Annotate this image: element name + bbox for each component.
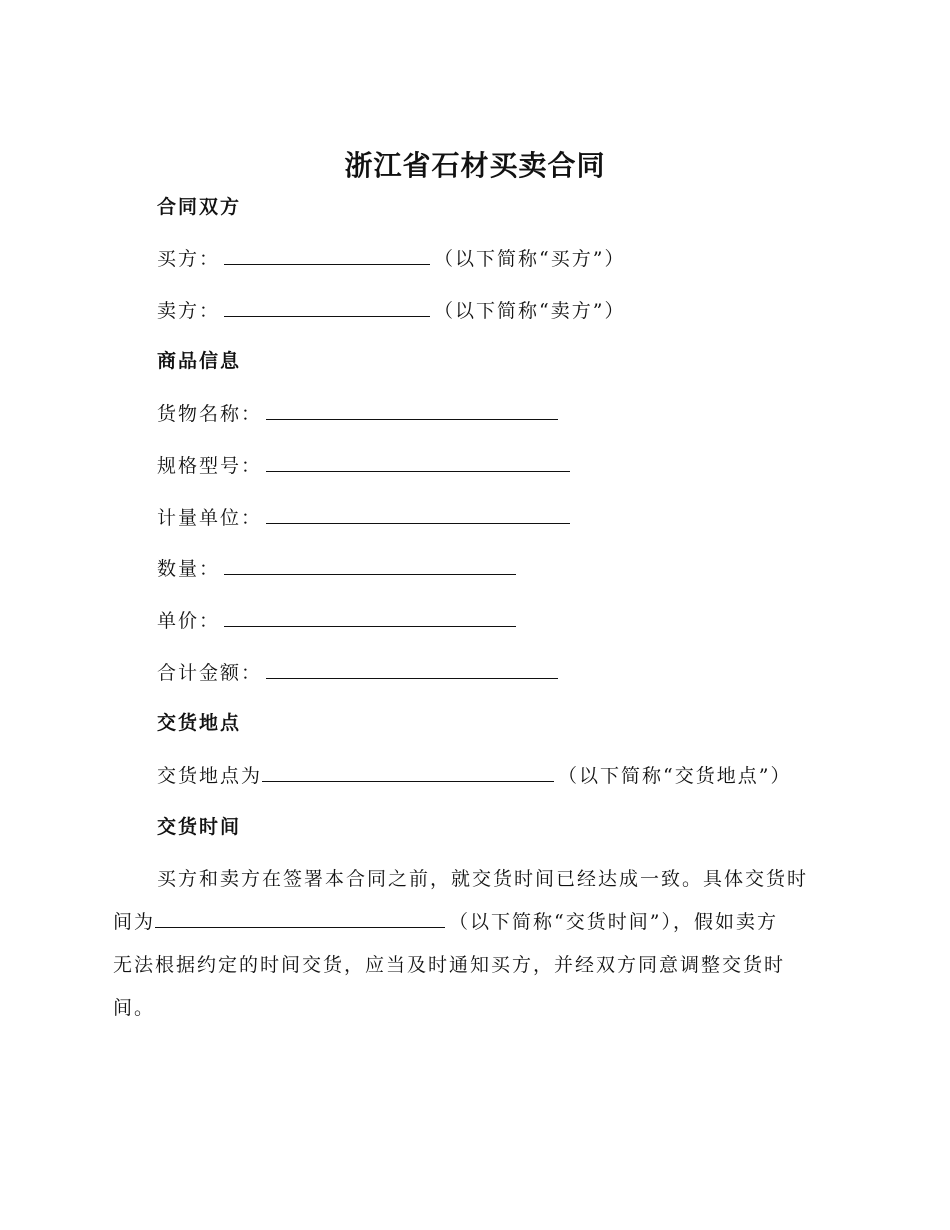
seller-label: 卖方： (157, 300, 221, 322)
price-line (157, 606, 520, 635)
para-line-3: 无法根据约定的时间交货，应当及时通知买方，并经双方同意调整交货时 (113, 954, 786, 976)
seller-blank[interactable] (224, 296, 430, 317)
heading-delivery-time: 交货时间 (157, 816, 242, 838)
seller-suffix: （以下简称“卖方”） (434, 300, 626, 322)
unit-label: 计量单位： (157, 507, 263, 529)
para-line-4: 间。 (113, 997, 156, 1019)
price-blank[interactable] (224, 606, 516, 627)
heading-parties: 合同双方 (157, 196, 242, 218)
delivery-place-prefix: 交货地点为 (157, 765, 263, 787)
para-line-1: 买方和卖方在签署本合同之前，就交货时间已经达成一致。具体交货时 (157, 868, 809, 890)
quantity-label: 数量： (157, 558, 221, 580)
spec-label: 规格型号： (157, 455, 263, 477)
delivery-place-suffix: （以下简称“交货地点”） (558, 765, 792, 787)
goods-name-label: 货物名称： (157, 403, 263, 425)
total-blank[interactable] (266, 658, 558, 679)
quantity-line (157, 554, 520, 583)
delivery-time-paragraph (113, 858, 833, 1030)
price-label: 单价： (157, 610, 221, 632)
heading-delivery-place: 交货地点 (157, 712, 242, 734)
buyer-suffix: （以下简称“买方”） (434, 248, 626, 270)
delivery-place-blank[interactable] (262, 761, 554, 782)
unit-line (157, 503, 574, 532)
unit-blank[interactable] (266, 503, 570, 524)
buyer-label: 买方： (157, 248, 221, 270)
para-line-2-suffix: （以下简称“交货时间”），假如卖方 (449, 911, 778, 933)
goods-name-line (157, 399, 562, 428)
para-line-2 (113, 901, 833, 944)
quantity-blank[interactable] (224, 554, 516, 575)
spec-line (157, 451, 574, 480)
heading-goods: 商品信息 (157, 350, 242, 372)
seller-line (157, 296, 625, 325)
total-line (157, 658, 562, 687)
delivery-time-blank[interactable] (155, 907, 445, 928)
buyer-blank[interactable] (224, 244, 430, 265)
delivery-place-line (157, 761, 791, 790)
spec-blank[interactable] (266, 451, 570, 472)
buyer-line (157, 244, 625, 273)
total-label: 合计金额： (157, 662, 263, 684)
document-title: 浙江省石材买卖合同 (344, 149, 606, 182)
goods-name-blank[interactable] (266, 399, 558, 420)
para-line-2-prefix: 间为 (113, 911, 156, 933)
